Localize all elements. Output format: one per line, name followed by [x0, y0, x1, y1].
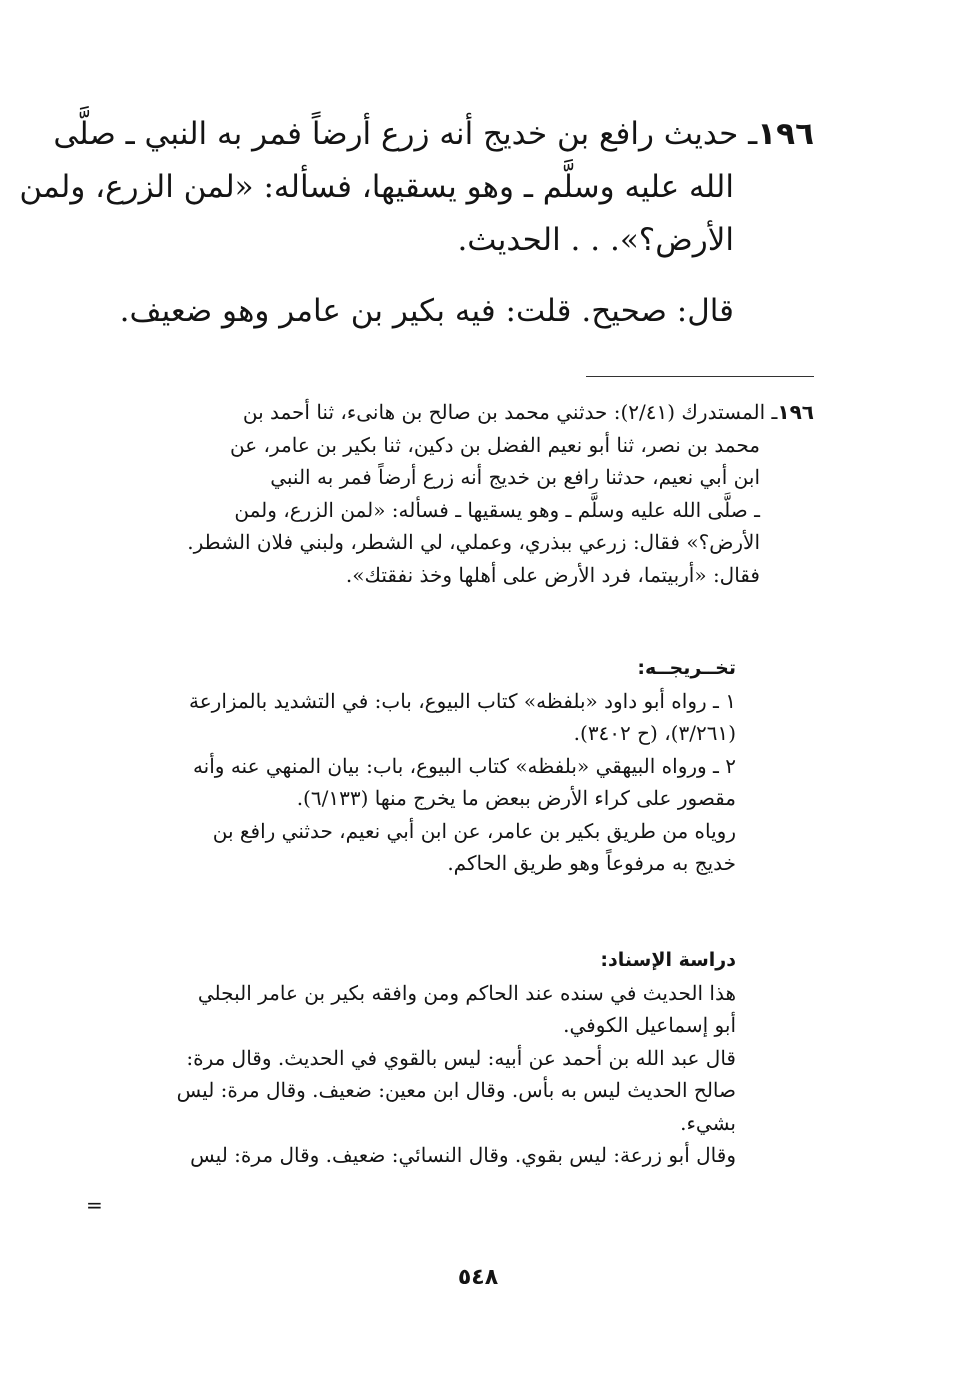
dirasa-section: [116, 944, 736, 1172]
footnote-separator: [586, 376, 814, 377]
footnote-text-1: ـ المستدرك (٢/٤١): حدثني محمد بن صالح بن هانىء، ثنا أحمد بن: [242, 400, 778, 424]
page-number: ٥٤٨: [457, 1265, 499, 1290]
main-hadith: [19, 108, 814, 338]
takhrij-line-5: روياه من طريق بكير بن عامر، عن ابن أبي نعيم، حدثني رافع بن: [212, 818, 736, 843]
footnote-number: ١٩٦: [777, 400, 814, 424]
footnote-line-3: ابن أبي نعيم، حدثنا رافع بن خديج أنه زرع أرضاً فمر به النبي: [270, 465, 760, 489]
main-line-2: الله عليه وسلَّم ـ وهو يسقيها، فسأله: «لمن الزرع، ولمن: [19, 169, 734, 205]
takhrij-line-4: مقصور على كراء الأرض ببعض ما يخرج منها (٦/١٣٣).: [296, 786, 736, 810]
main-line-3: الأرض؟». . . الحديث.: [457, 222, 734, 258]
dirasa-line-4: صالح الحديث ليس به بأس. وقال ابن معين: ضعيف. وقال مرة: ليس: [176, 1078, 736, 1102]
dirasa-line-2: أبو إسماعيل الكوفي.: [563, 1013, 736, 1037]
takhrij-heading: تخــريجــه:: [637, 657, 736, 679]
takhrij-line-1: ١ ـ رواه أبو داود «بلفظه» كتاب البيوع، باب: في التشديد بالمزارعة: [189, 688, 736, 713]
dirasa-line-1: هذا الحديث في سنده عند الحاكم ومن وافقه بكير بن عامر البجلي: [197, 980, 736, 1005]
dirasa-line-6: وقال أبو زرعة: ليس بقوي. وقال النسائي: ضعيف. وقال مرة: ليس: [190, 1143, 736, 1167]
main-line-1: [53, 108, 814, 161]
hadith-number: ١٩٦: [757, 116, 814, 152]
footnote-line-2: محمد بن نصر، ثنا أبو نعيم الفضل بن دكين، ثنا بكير بن عامر، عن: [230, 432, 760, 457]
footnote-line-1: [124, 396, 814, 429]
dirasa-line-3: قال عبد الله بن أحمد عن أبيه: ليس بالقوي في الحديث. وقال مرة:: [186, 1045, 736, 1070]
ruling-line: قال: صحيح. قلت: فيه بكير بن عامر وهو ضعيف.: [119, 293, 734, 329]
dirasa-heading: دراسة الإسناد:: [600, 949, 736, 971]
main-text-1: ـ حديث رافع بن خديج أنه زرع أرضاً فمر به النبي ـ صلَّى: [53, 116, 758, 152]
takhrij-line-6: خديج به مرفوعاً وهو طريق الحاكم.: [447, 851, 736, 875]
footnote-line-4: ـ صلَّى الله عليه وسلَّم ـ وهو يسقيها ـ فسأله: «لمن الزرع، ولمن: [234, 497, 760, 522]
footnote-line-5: الأرض؟» فقال: زرعي ببذري، وعملي، لي الشطر، ولبني فلان الشطر.: [187, 530, 760, 554]
takhrij-line-3: ٢ ـ ورواه البيهقي «بلفظه» كتاب البيوع، باب: بيان المنهي عنه وأنه: [192, 753, 736, 778]
footnote-line-6: فقال: «أربيتما، فرد الأرض على أهلها وخذ نفقتك».: [345, 562, 760, 587]
footnote-196: [124, 396, 814, 591]
takhrij-line-2: (٣/٢٦١)، (ح ٣٤٠٢).: [573, 721, 736, 745]
takhrij-section: [116, 652, 736, 880]
continuation-mark: =: [86, 1193, 103, 1217]
dirasa-line-5: بشيء.: [680, 1110, 736, 1135]
